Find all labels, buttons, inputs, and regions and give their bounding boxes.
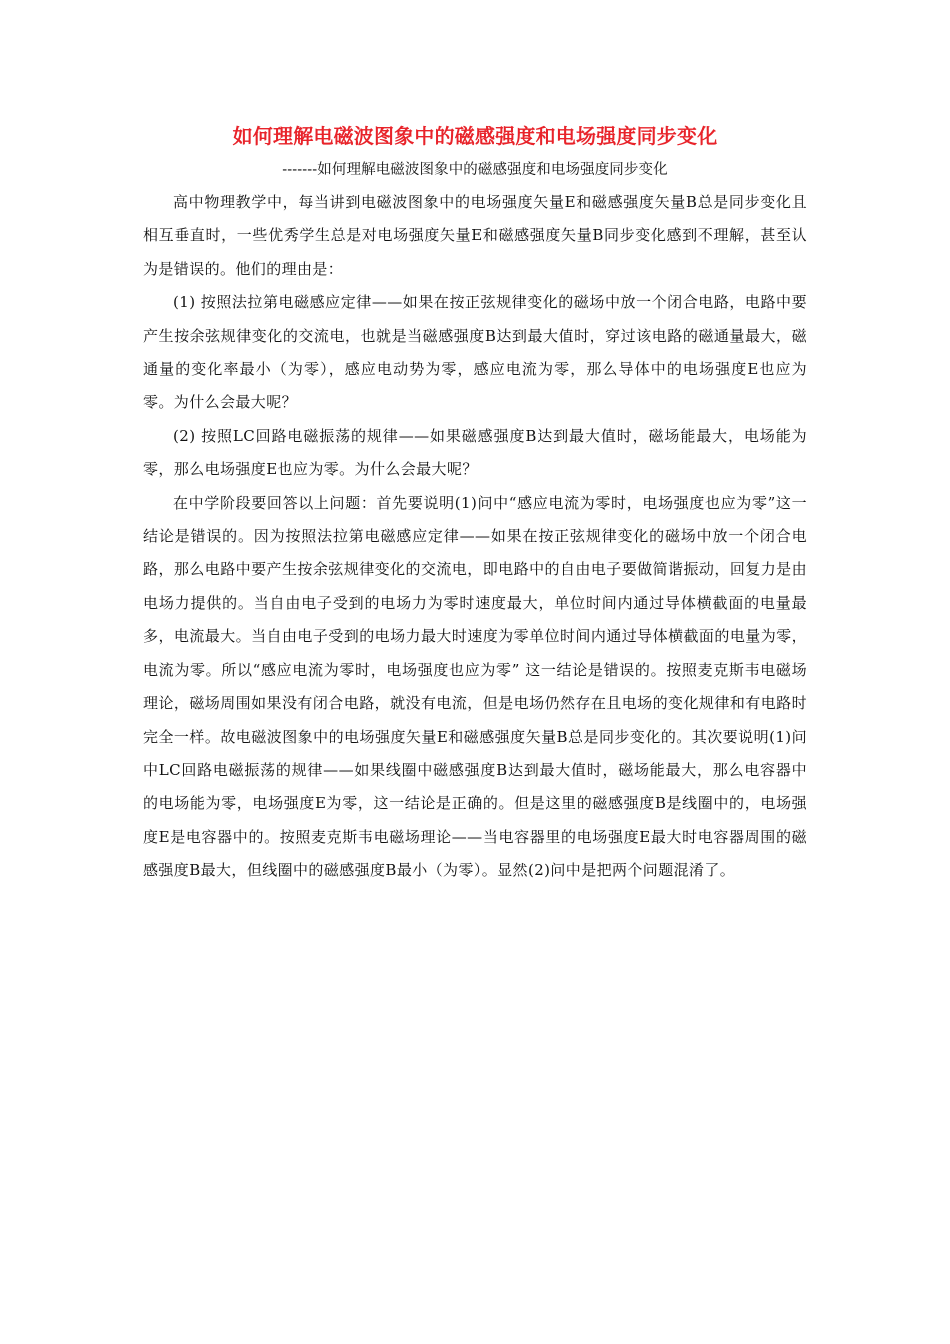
paragraph-reason-2: (2) 按照LC回路电磁振荡的规律——如果磁感强度B达到最大值时，磁场能最大，电场能为零，那么电场强度E也应为零。为什么会最大呢？: [143, 426, 807, 479]
paragraph-answer: 在中学阶段要回答以上问题：首先要说明(1)问中“感应电流为零时，电场强度也应为零”这一结论是错误的。因为按照法拉第电磁感应定律——如果在按正弦规律变化的磁场中放一个闭合电路，那么电路中要产生按余弦规律变化的交流电，即电路中的自由电子要做简谐振动，回复力是由电场力提供的。当自由电子受到的电场力为零时速度最大，单位时间内通过导体横截面的电量最多，电流最大。当自由电子受到的电场力最大时速度为零单位时间内通过导体横截面的电量为零，电流为零。所以“感应电流为零时，电场强度也应为零” 这一结论是错误的。按照麦克斯韦电磁场理论，磁场周围如果没有闭合电路，就没有电流，但是电场仍然存在且电场的变化规律和有电路时完全一样。故电磁波图象中的电场强度矢量E和磁感强度矢量B总是同步变化的。其次要说明(1)问中LC回路电磁振荡的规律——如果线圈中磁感强度B达到最大值时，磁场能最大，那么电容器中的电场能为零，电场强度E为零，这一结论是正确的。但是这里的磁感强度B是线圈中的，电场强度E是电容器中的。按照麦克斯韦电磁场理论——当电容器里的电场强度E最大时电容器周围的磁感强度B最大，但线圈中的磁感强度B最小（为零）。显然(2)问中是把两个问题混淆了。: [143, 493, 807, 880]
paragraph-reason-1: (1) 按照法拉第电磁感应定律——如果在按正弦规律变化的磁场中放一个闭合电路，电路中要产生按余弦规律变化的交流电，也就是当磁感强度B达到最大值时，穿过该电路的磁通量最大，磁通量的变化率最小（为零），感应电动势为零，感应电流为零，那么导体中的电场强度E也应为零。为什么会最大呢？: [143, 293, 807, 412]
document-body: [143, 186, 807, 888]
paragraph-intro: 高中物理教学中，每当讲到电磁波图象中的电场强度矢量E和磁感强度矢量B总是同步变化且相互垂直时，一些优秀学生总是对电场强度矢量E和磁感强度矢量B同步变化感到不理解，甚至认为是错误的。他们的理由是：: [143, 193, 807, 278]
document-subtitle: -------如何理解电磁波图象中的磁感强度和电场强度同步变化: [282, 162, 668, 178]
document-title: 如何理解电磁波图象中的磁感强度和电场强度同步变化: [232, 124, 718, 148]
